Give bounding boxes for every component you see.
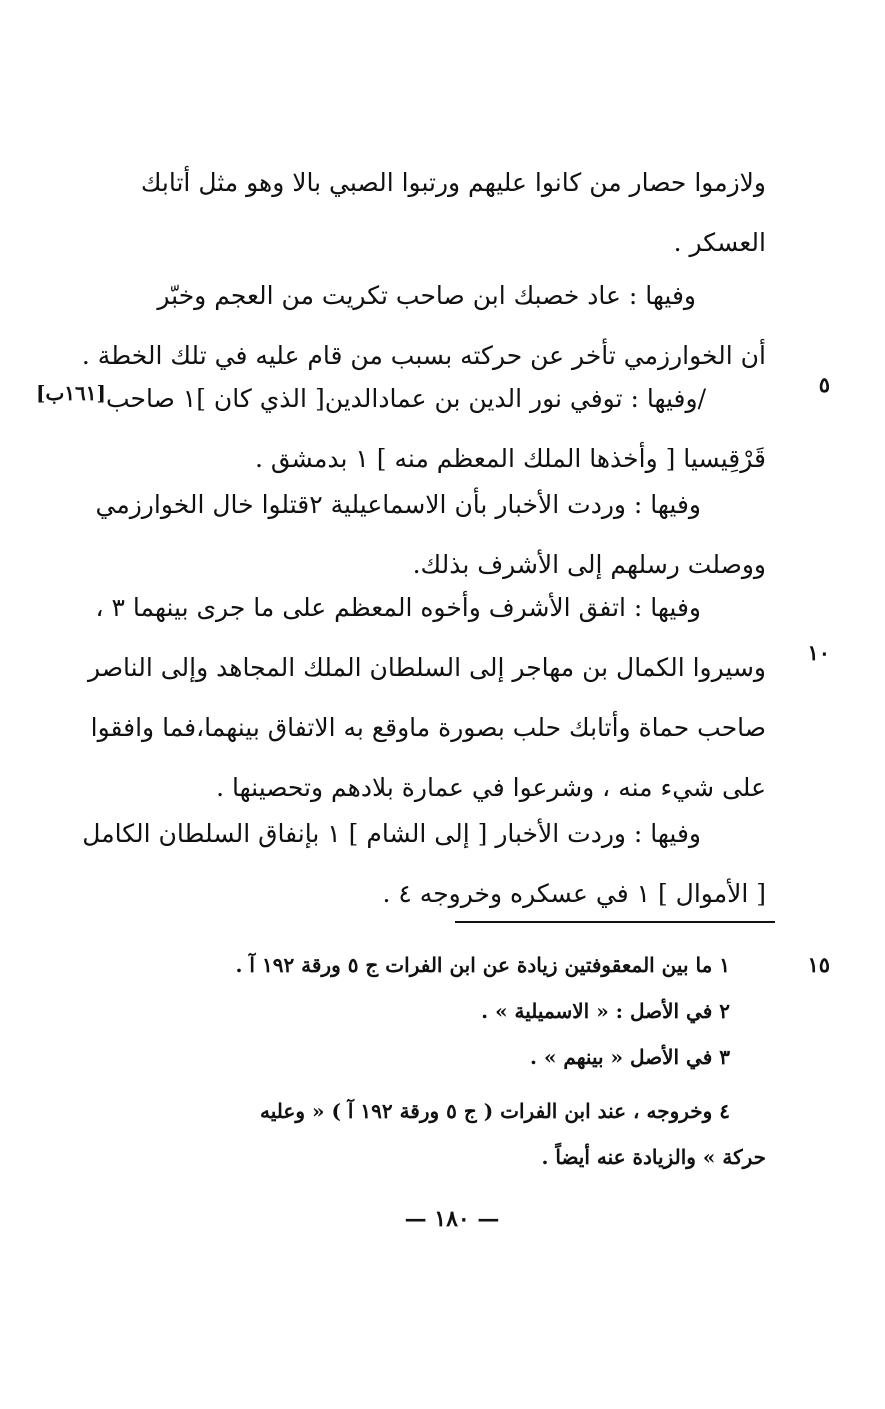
paragraph-4 [95,475,766,595]
text-line: قَرْقِيسيا [ وأخذها الملك المعظم منه ] ١ بدمشق . [254,444,766,473]
folio-marker: [١٦١ب] [36,381,106,405]
paragraph-1 [118,153,766,273]
text-line: وفيها : وردت الأخبار بأن الاسماعيلية ٢قتلوا خال الخوارزمي [95,490,701,519]
text-line: العسكر . [673,228,766,257]
text-line: وفيها : اتفق الأشرف وأخوه المعظم على ما جرى بينهما ٣ ، [95,593,701,622]
paragraph-6 [82,804,766,924]
text-line: ووصلت رسلهم إلى الأشرف بذلك. [412,550,766,579]
footnote-line: ٤ وخروجه ، عند ابن الفرات ( ج ٥ ورقة ١٩٢ آ ) « وعليه [260,1099,730,1123]
text-line: وفيها : وردت الأخبار [ إلى الشام ] ١ بإنفاق السلطان الكامل [82,819,701,848]
footnote-1 [118,942,730,988]
footnote-4 [118,1088,766,1180]
paragraph-5 [88,578,766,818]
footnote-separator [455,921,775,923]
page-number: — ١٨٠ — [404,1206,500,1232]
line-number-10: ١٠ [807,640,830,665]
line-number-15: ١٥ [807,952,830,977]
line-number-5: ٥ [818,372,830,397]
text-line: أن الخوارزمي تأخر عن حركته بسبب من قام عليه في تلك الخطة . [81,341,766,370]
text-line: /وفيها : توفي نور الدين بن عمادالدين[ الذي كان ]١ صاحب [105,384,706,413]
paragraph-3 [105,369,766,489]
footnote-line: ٣ في الأصل « بينهم » . [530,1045,730,1069]
text-line: ولازموا حصار من كانوا عليهم ورتبوا الصبي بالا وهو مثل أتابك [140,168,766,197]
text-line: وسيروا الكمال بن مهاجر إلى السلطان الملك المجاهد وإلى الناصر [88,653,766,682]
footnote-2 [118,988,730,1034]
footnote-line: ٢ في الأصل : « الاسميلية » . [481,999,730,1023]
text-line: [ الأموال ] ١ في عسكره وخروجه ٤ . [382,879,766,908]
footnote-line: حركة » والزيادة عنه أيضاً . [541,1145,766,1169]
paragraph-2 [81,266,766,386]
footnote-3 [118,1034,730,1080]
text-line: وفيها : عاد خصبك ابن صاحب تكريت من العجم وخبّر [157,281,696,310]
footnote-line: ١ ما بين المعقوفتين زيادة عن ابن الفرات ج ٥ ورقة ١٩٢ آ . [235,953,730,977]
text-line: صاحب حماة وأتابك حلب بصورة ماوقع به الاتفاق بينهما،فما وافقوا [90,713,766,742]
text-line: على شيء منه ، وشرعوا في عمارة بلادهم وتحصينها . [216,773,766,802]
